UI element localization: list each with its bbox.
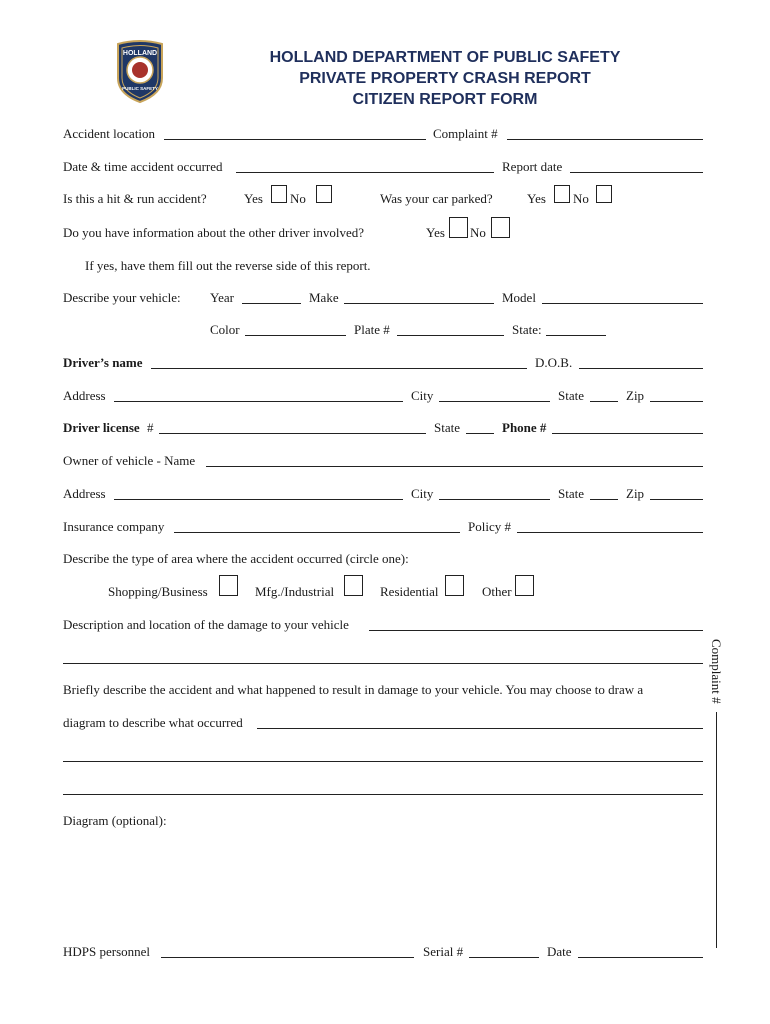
driver-license-hash: # — [147, 420, 154, 435]
other-driver-yes-checkbox[interactable] — [449, 217, 468, 238]
other-driver-yes-label: Yes — [426, 225, 445, 240]
parked-yes-label: Yes — [527, 191, 546, 206]
driver-city-label: City — [411, 388, 434, 403]
model-label: Model — [502, 290, 536, 305]
owner-state-line[interactable] — [590, 499, 618, 500]
policy-label: Policy # — [468, 519, 511, 534]
other-driver-no-label: No — [470, 225, 486, 240]
accident-description-line-2[interactable] — [63, 761, 703, 762]
hit-run-no-checkbox[interactable] — [316, 185, 332, 203]
year-label: Year — [210, 290, 234, 305]
owner-city-line[interactable] — [439, 499, 550, 500]
svg-text:HOLLAND: HOLLAND — [122, 50, 158, 57]
accident-location-line[interactable] — [164, 139, 426, 140]
driver-address-line[interactable] — [114, 401, 403, 402]
other-area-label: Other — [482, 584, 512, 599]
residential-label: Residential — [380, 584, 439, 599]
date-line[interactable] — [578, 957, 703, 958]
serial-line[interactable] — [469, 957, 539, 958]
color-line[interactable] — [245, 335, 346, 336]
other-driver-no-checkbox[interactable] — [491, 217, 510, 238]
driver-zip-line[interactable] — [650, 401, 703, 402]
side-complaint-line[interactable] — [716, 712, 717, 948]
make-label: Make — [309, 290, 339, 305]
parked-no-checkbox[interactable] — [596, 185, 612, 203]
holland-public-safety-logo — [112, 38, 168, 104]
report-date-label: Report date — [502, 159, 563, 174]
driver-license-line[interactable] — [159, 433, 426, 434]
dob-label: D.O.B. — [535, 355, 573, 370]
plate-label: Plate # — [354, 322, 390, 337]
diagram-area[interactable] — [63, 832, 703, 932]
driver-state-line[interactable] — [590, 401, 618, 402]
owner-address-label: Address — [63, 486, 106, 501]
owner-address-line[interactable] — [114, 499, 403, 500]
shield-badge-icon — [112, 38, 168, 104]
area-type-label: Describe the type of area where the accident occurred (circle one): — [63, 551, 409, 566]
date-time-label: Date & time accident occurred — [63, 159, 223, 174]
accident-description-line-3[interactable] — [63, 794, 703, 795]
shopping-business-checkbox[interactable] — [219, 575, 238, 596]
complaint-line[interactable] — [507, 139, 703, 140]
industrial-checkbox[interactable] — [344, 575, 363, 596]
owner-name-line[interactable] — [206, 466, 703, 467]
side-complaint-label: Complaint # — [709, 639, 724, 704]
complaint-label: Complaint # — [433, 126, 498, 141]
damage-description-line-2[interactable] — [63, 663, 703, 664]
parked-yes-checkbox[interactable] — [554, 185, 570, 203]
driver-address-label: Address — [63, 388, 106, 403]
hit-run-yes-checkbox[interactable] — [271, 185, 287, 203]
make-line[interactable] — [344, 303, 494, 304]
dob-line[interactable] — [579, 368, 703, 369]
insurance-company-line[interactable] — [174, 532, 460, 533]
year-line[interactable] — [242, 303, 301, 304]
plate-state-line[interactable] — [546, 335, 606, 336]
date-time-line[interactable] — [236, 172, 494, 173]
accident-description-prompt: Briefly describe the accident and what happened to result in damage to your vehicle. You may choose to draw a — [63, 682, 644, 697]
model-line[interactable] — [542, 303, 703, 304]
report-date-line[interactable] — [570, 172, 703, 173]
owner-zip-label: Zip — [626, 486, 645, 501]
describe-vehicle-label: Describe your vehicle: — [63, 290, 181, 305]
hdps-personnel-label: HDPS personnel — [63, 944, 151, 959]
shopping-business-label: Shopping/Business — [108, 584, 208, 599]
hit-run-no-label: No — [290, 191, 306, 206]
damage-description-line-1[interactable] — [369, 630, 703, 631]
date-label: Date — [547, 944, 572, 959]
owner-state-label: State — [558, 486, 584, 501]
svg-text:PUBLIC SAFETY: PUBLIC SAFETY — [122, 86, 158, 91]
header-title-line2: PRIVATE PROPERTY CRASH REPORT — [299, 70, 591, 87]
driver-zip-label: Zip — [626, 388, 645, 403]
driver-city-line[interactable] — [439, 401, 550, 402]
owner-zip-line[interactable] — [650, 499, 703, 500]
drivers-name-label: Driver’s name — [63, 355, 143, 370]
license-state-label: State — [434, 420, 460, 435]
phone-label: Phone # — [502, 420, 547, 435]
policy-line[interactable] — [517, 532, 703, 533]
accident-description-line-1[interactable] — [257, 728, 703, 729]
diagram-optional-label: Diagram (optional): — [63, 813, 167, 828]
other-driver-info-label: Do you have information about the other driver involved? — [63, 225, 365, 240]
driver-license-label: Driver license — [63, 420, 140, 435]
phone-line[interactable] — [552, 433, 703, 434]
header-title-line1: HOLLAND DEPARTMENT OF PUBLIC SAFETY — [269, 49, 621, 66]
plate-state-label: State: — [512, 322, 542, 337]
hit-run-yes-label: Yes — [244, 191, 263, 206]
parked-label: Was your car parked? — [380, 191, 493, 206]
owner-name-label: Owner of vehicle - Name — [63, 453, 196, 468]
parked-no-label: No — [573, 191, 589, 206]
serial-label: Serial # — [423, 944, 464, 959]
accident-location-label: Accident location — [63, 126, 156, 141]
diagram-describe-label: diagram to describe what occurred — [63, 715, 243, 730]
plate-line[interactable] — [397, 335, 504, 336]
damage-description-label: Description and location of the damage to your vehicle — [63, 617, 349, 632]
license-state-line[interactable] — [466, 433, 494, 434]
header-title-line3: CITIZEN REPORT FORM — [352, 91, 538, 108]
driver-state-label: State — [558, 388, 584, 403]
reverse-side-note: If yes, have them fill out the reverse side of this report. — [85, 258, 371, 273]
owner-city-label: City — [411, 486, 434, 501]
hdps-personnel-line[interactable] — [161, 957, 414, 958]
hit-run-label: Is this a hit & run accident? — [63, 191, 207, 206]
residential-checkbox[interactable] — [445, 575, 464, 596]
other-area-checkbox[interactable] — [515, 575, 534, 596]
drivers-name-line[interactable] — [151, 368, 527, 369]
color-label: Color — [210, 322, 240, 337]
industrial-label: Mfg./Industrial — [255, 584, 335, 599]
insurance-company-label: Insurance company — [63, 519, 165, 534]
